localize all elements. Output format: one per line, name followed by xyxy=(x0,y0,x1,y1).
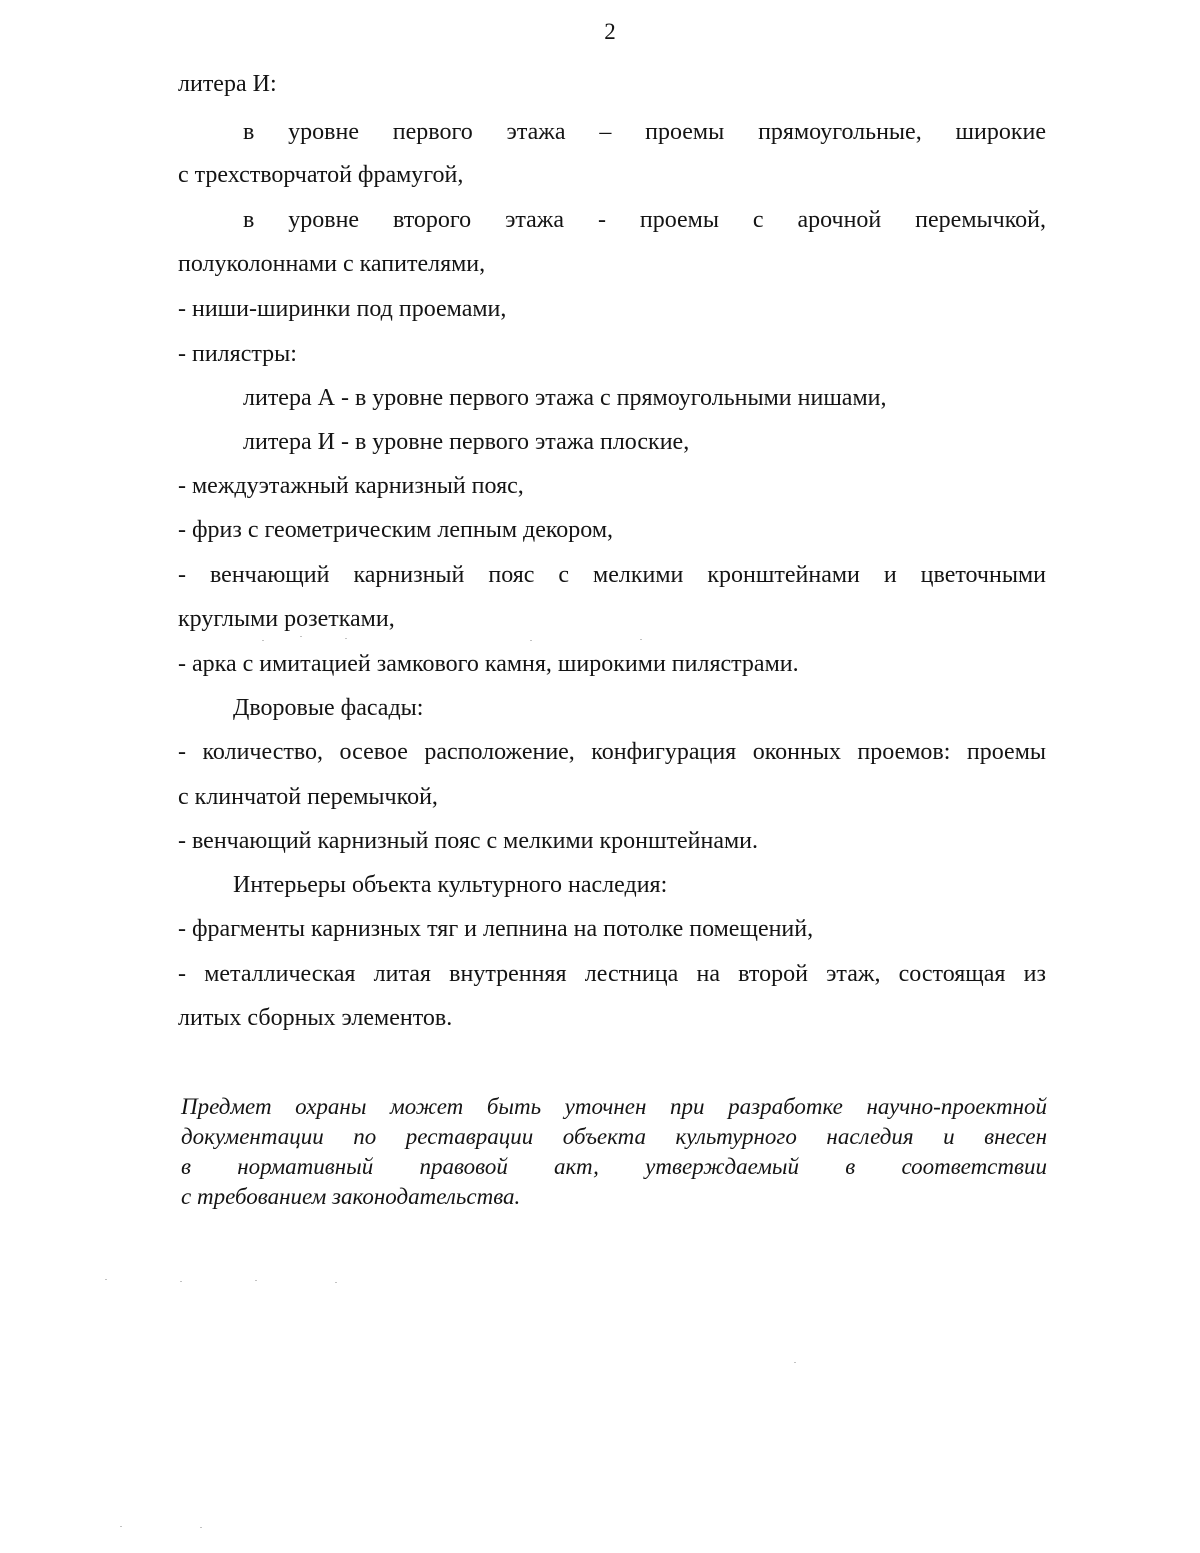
text-line: - металлическая литая внутренняя лестница на второй этаж, состоящая из xyxy=(178,961,1046,987)
text-line: с трехстворчатой фрамугой, xyxy=(178,162,464,188)
text-line: в уровне второго этажа - проемы с арочной перемычкой, xyxy=(243,207,1046,233)
footnote-line: с требованием законодательства. xyxy=(181,1184,521,1209)
footnote-line: в нормативный правовой акт, утверждаемый в соответствии xyxy=(181,1154,1047,1179)
text-line: - венчающий карнизный пояс с мелкими кронштейнами и цветочными xyxy=(178,562,1046,588)
text-line: - междуэтажный карнизный пояс, xyxy=(178,473,524,499)
text-line: - фрагменты карнизных тяг и лепнина на потолке помещений, xyxy=(178,916,814,942)
text-line: литера И - в уровне первого этажа плоские, xyxy=(243,429,690,455)
footnote xyxy=(181,1092,1047,1212)
section-heading: Дворовые фасады: xyxy=(233,695,424,721)
section-heading: Интерьеры объекта культурного наследия: xyxy=(233,872,668,898)
text-line: литых сборных элементов. xyxy=(178,1005,453,1031)
page-number: 2 xyxy=(604,19,616,44)
text-line: - количество, осевое расположение, конфигурация оконных проемов: проемы xyxy=(178,739,1046,765)
text-line: в уровне первого этажа – проемы прямоугольные, широкие xyxy=(243,119,1046,145)
text-line: - ниши-ширинки под проемами, xyxy=(178,296,507,322)
text-line: круглыми розетками, xyxy=(178,606,395,632)
text-line: литера И: xyxy=(178,71,277,97)
text-line: - фриз с геометрическим лепным декором, xyxy=(178,517,614,543)
text-line: - арка с имитацией замкового камня, широкими пилястрами. xyxy=(178,651,799,677)
text-line: с клинчатой перемычкой, xyxy=(178,784,438,810)
text-line: полуколоннами с капителями, xyxy=(178,251,486,277)
text-line: литера А - в уровне первого этажа с прямоугольными нишами, xyxy=(243,385,887,411)
footnote-line: Предмет охраны может быть уточнен при разработке научно-проектной xyxy=(181,1094,1047,1119)
text-line: - пилястры: xyxy=(178,341,297,367)
text-line: - венчающий карнизный пояс с мелкими кронштейнами. xyxy=(178,828,759,854)
footnote-line: документации по реставрации объекта культурного наследия и внесен xyxy=(181,1124,1047,1149)
